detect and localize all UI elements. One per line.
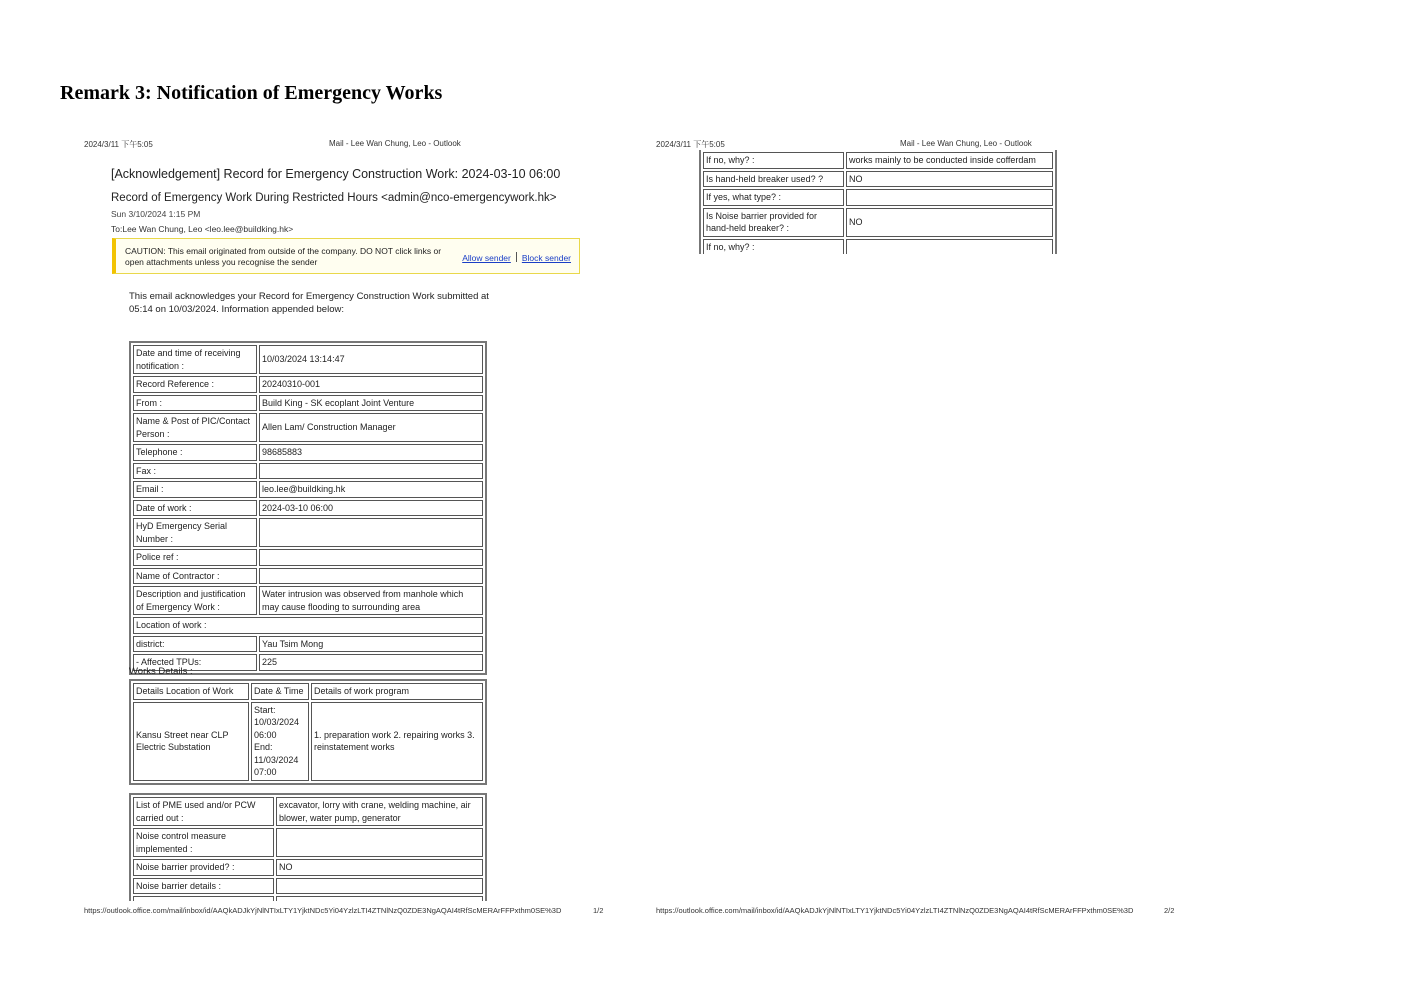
location-label: Location of work : [133,617,483,634]
why-no-barrier-value: works mainly to be conducted inside cofferdam [846,152,1053,169]
page1-header-title: Mail - Lee Wan Chung, Leo - Outlook [329,139,461,148]
link-separator [516,252,517,262]
police-ref-value [259,549,483,566]
table-row [133,896,483,901]
work-date-value: 2024-03-10 06:00 [259,500,483,517]
pme-table-clip [129,793,491,901]
page2-footer-page: 2/2 [1164,906,1175,915]
col-program-header: Details of work program [311,683,483,700]
record-table [129,341,487,675]
table-row [133,859,483,876]
breaker-used-value: NO [846,171,1053,188]
table-row [703,208,1053,237]
table-row [133,549,483,566]
page2-header-date: 2024/3/11 下午5:05 [656,140,725,149]
table-row [133,617,483,634]
table-row [133,586,483,615]
tpu-value: 225 [259,654,483,671]
table-row [133,797,483,826]
description-value: Water intrusion was observed from manhole which may cause flooding to surrounding area [259,586,483,615]
pic-label: Name & Post of PIC/Contact Person : [133,413,257,442]
email-value: leo.lee@buildking.hk [259,481,483,498]
table-row [703,189,1053,206]
allow-sender-link[interactable]: Allow sender [462,253,511,263]
date-received-label: Date and time of receiving notification : [133,345,257,374]
breaker-barrier-value: NO [846,208,1053,237]
noise-measure-value [276,828,483,857]
table-row [133,395,483,412]
table-row [703,152,1053,169]
table-row [133,500,483,517]
table-row [133,636,483,653]
record-ref-value: 20240310-001 [259,376,483,393]
table-row [133,828,483,857]
why-no-breaker-barrier-value [846,239,1053,255]
breaker-type-value [846,189,1053,206]
description-label: Description and justification of Emergency Work : [133,586,257,615]
district-value: Yau Tsim Mong [259,636,483,653]
table-row [133,568,483,585]
datetime-line: 06:00 [254,729,277,740]
fax-label: Fax : [133,463,257,480]
table-row [133,463,483,480]
table-row [133,878,483,895]
table-row [133,518,483,547]
email-recipient: To:Lee Wan Chung, Leo <leo.lee@buildking.hk> [111,224,294,234]
continuation-table-clip [699,150,1061,254]
noise-barrier-details-label: Noise barrier details : [133,878,274,895]
district-label: district: [133,636,257,653]
work-program-cell: 1. preparation work 2. repairing works 3. reinstatement works [311,702,483,781]
email-sender[interactable]: Record of Emergency Work During Restricted Hours <admin@nco-emergencywork.hk> [111,192,557,204]
datetime-line: 10/03/2024 [254,717,300,727]
pme-list-value: excavator, lorry with crane, welding machine, air blower, water pump, generator [276,797,483,826]
table-header-row [133,683,483,700]
from-value: Build King - SK ecoplant Joint Venture [259,395,483,412]
noise-barrier-details-value [276,878,483,895]
datetime-line: 11/03/2024 [254,754,299,765]
noise-measure-label: Noise control measure implemented : [133,828,274,857]
page1-footer-url[interactable]: https://outlook.office.com/mail/inbox/id/AAQkADJkYjNlNTIxLTY1YjktNDc5Yi04YzlzLTI4ZTNlNzQ0ZDE3NgAQAI4tRfScMERArFFPxthm0SE%3D [84,906,562,915]
col-location-header: Details Location of Work [133,683,249,700]
police-ref-label: Police ref : [133,549,257,566]
date-received-value: 10/03/2024 13:14:47 [259,345,483,374]
datetime-line: End: [254,742,273,752]
page1-footer-page: 1/2 [593,906,604,915]
page-heading: Remark 3: Notification of Emergency Works [60,82,443,104]
work-date-label: Date of work : [133,500,257,517]
email-intro: This email acknowledges your Record for Emergency Construction Work submitted at 05:14 on 10/03/2024. Information appended below: [129,291,489,315]
table-row [133,376,483,393]
tpu-label: - Affected TPUs: [133,654,257,671]
caution-banner [112,238,580,274]
noise-barrier-value: NO [276,859,483,876]
caution-message: CAUTION: This email originated from outside of the company. DO NOT click links or open attachments unless you recognise the sender [125,246,442,267]
breaker-used-label: Is hand-held breaker used? ? [703,171,844,188]
pic-value: Allen Lam/ Construction Manager [259,413,483,442]
page2-footer-url[interactable]: https://outlook.office.com/mail/inbox/id/AAQkADJkYjNlNTIxLTY1YjktNDc5Yi04YzlzLTI4ZTNlNzQ0ZDE3NgAQAI4tRfScMERArFFPxthm0SE%3D [656,906,1134,915]
email-sent-date: Sun 3/10/2024 1:15 PM [111,209,201,219]
record-ref-label: Record Reference : [133,376,257,393]
work-datetime-cell [251,702,309,781]
table-row [133,413,483,442]
work-location-cell: Kansu Street near CLP Electric Substation [133,702,249,781]
page2-header-title: Mail - Lee Wan Chung, Leo - Outlook [900,139,1032,148]
email-subject: [Acknowledgement] Record for Emergency Construction Work: 2024-03-10 06:00 [111,167,561,181]
why-no-breaker-barrier-label: If no, why? : [703,239,844,255]
hyd-serial-value [259,518,483,547]
fax-value [259,463,483,480]
sender-actions [462,252,571,263]
table-row [703,171,1053,188]
block-sender-link[interactable]: Block sender [521,253,571,263]
table-row [133,702,483,781]
col-datetime-header: Date & Time [251,683,309,700]
noise-barrier-label: Noise barrier provided? : [133,859,274,876]
telephone-value: 98685883 [259,444,483,461]
why-no-barrier-label: If no, why? : [703,152,844,169]
pme-table [129,793,487,901]
datetime-line: 07:00 [254,767,277,777]
contractor-value [259,568,483,585]
works-table [129,679,487,785]
table-row [133,345,483,374]
email-label: Email : [133,481,257,498]
contractor-label: Name of Contractor : [133,568,257,585]
datetime-line: Start: [254,704,276,715]
table-row [703,239,1053,255]
table-row [133,481,483,498]
table-row [133,444,483,461]
from-label: From : [133,395,257,412]
page1-header-date: 2024/3/11 下午5:05 [84,140,153,149]
breaker-type-label: If yes, what type? : [703,189,844,206]
pme-list-label: List of PME used and/or PCW carried out : [133,797,274,826]
hyd-serial-label: HyD Emergency Serial Number : [133,518,257,547]
telephone-label: Telephone : [133,444,257,461]
continuation-table [699,150,1057,254]
works-details-label: Works Details : [129,666,193,677]
breaker-barrier-label: Is Noise barrier provided for hand-held breaker? : [703,208,844,237]
